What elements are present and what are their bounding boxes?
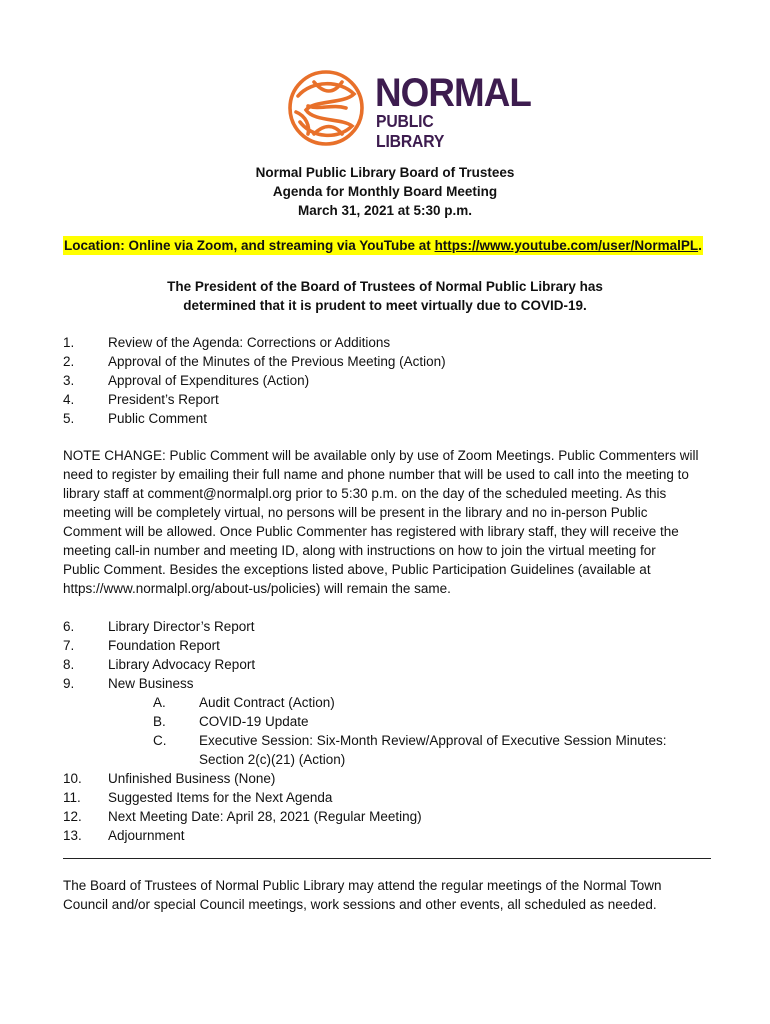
list-item xyxy=(63,409,723,428)
note-line: need to register by emailing their full name and phone number that will be used to call into the meeting to xyxy=(63,467,689,482)
item-number: 5. xyxy=(63,411,75,426)
sub-item-text: COVID-19 Update xyxy=(199,714,309,729)
youtube-link[interactable]: https://www.youtube.com/user/NormalPL xyxy=(434,238,699,253)
item-number: 1. xyxy=(63,335,75,350)
footer-line-2: Council and/or special Council meetings, work sessions and other events, all scheduled as needed. xyxy=(63,897,657,912)
sub-item-letter: B. xyxy=(153,714,166,729)
item-number: 6. xyxy=(63,619,75,634)
note-line: library staff at comment@normalpl.org prior to 5:30 p.m. on the day of the scheduled meeting. As this xyxy=(63,486,667,501)
knot-icon xyxy=(284,60,370,156)
list-item xyxy=(63,674,723,693)
item-text: Adjournment xyxy=(108,828,185,843)
list-item xyxy=(63,333,723,352)
divider xyxy=(63,858,711,859)
footer-notice xyxy=(63,876,723,914)
note-line: Comment will be allowed. Once Public Commenter has registered with library staff, they will receive the xyxy=(63,524,679,539)
heading-line-board: Normal Public Library Board of Trustees xyxy=(255,165,515,180)
location-highlight xyxy=(63,236,703,255)
heading-line-agenda: Agenda for Monthly Board Meeting xyxy=(272,184,498,199)
location-suffix: . xyxy=(698,238,702,253)
item-text: Suggested Items for the Next Agenda xyxy=(108,790,333,805)
sub-item-letter: C. xyxy=(153,733,167,748)
list-item xyxy=(63,655,723,674)
item-number: 9. xyxy=(63,676,75,691)
item-number: 2. xyxy=(63,354,75,369)
item-text: New Business xyxy=(108,676,194,691)
item-text: Library Director’s Report xyxy=(108,619,255,634)
list-item xyxy=(63,352,723,371)
item-number: 11. xyxy=(63,790,81,805)
list-item xyxy=(63,788,723,807)
president-line-2: determined that it is prudent to meet virtually due to COVID-19. xyxy=(183,298,587,313)
heading-line-date: March 31, 2021 at 5:30 p.m. xyxy=(297,203,473,218)
president-statement xyxy=(0,277,770,315)
item-text: Unfinished Business (None) xyxy=(108,771,276,786)
list-item xyxy=(63,617,723,636)
list-item xyxy=(63,371,723,390)
note-line: meeting call-in number and meeting ID, along with instructions on how to join the virtual meeting for xyxy=(63,543,656,558)
footer-line-1: The Board of Trustees of Normal Public Library may attend the regular meetings of the Normal Town xyxy=(63,878,662,893)
item-text: Foundation Report xyxy=(108,638,220,653)
list-item xyxy=(63,769,723,788)
public-comment-note xyxy=(63,446,723,598)
item-text: Library Advocacy Report xyxy=(108,657,256,672)
president-line-1: The President of the Board of Trustees of Normal Public Library has xyxy=(167,279,603,294)
agenda-list-part-2 xyxy=(63,617,723,845)
location-prefix: Location: Online via Zoom, and streaming via YouTube at xyxy=(64,238,435,253)
note-line: https://www.normalpl.org/about-us/policies) will remain the same. xyxy=(63,581,451,596)
item-text: President’s Report xyxy=(108,392,219,407)
item-text: Approval of the Minutes of the Previous Meeting (Action) xyxy=(108,354,446,369)
logo-subtitle: PUBLIC LIBRARY xyxy=(376,111,445,151)
sub-list-item xyxy=(63,731,723,750)
item-number: 3. xyxy=(63,373,75,388)
sub-item-text: Executive Session: Six-Month Review/Approval of Executive Session Minutes: xyxy=(199,733,667,748)
sub-item-letter: A. xyxy=(153,695,166,710)
note-line: meeting will be completely virtual, no persons will be present in the library and no in-person Public xyxy=(63,505,648,520)
item-number: 7. xyxy=(63,638,75,653)
item-text: Next Meeting Date: April 28, 2021 (Regular Meeting) xyxy=(108,809,422,824)
item-number: 10. xyxy=(63,771,82,786)
agenda-list-part-1 xyxy=(63,333,723,428)
list-item xyxy=(63,390,723,409)
note-line: Public Comment. Besides the exceptions listed above, Public Participation Guidelines (available at xyxy=(63,562,651,577)
item-number: 4. xyxy=(63,392,75,407)
note-line: NOTE CHANGE: Public Comment will be available only by use of Zoom Meetings. Public Commenters will xyxy=(63,448,699,463)
list-item xyxy=(63,807,723,826)
agenda-heading xyxy=(0,163,770,220)
sub-item-continuation xyxy=(63,750,723,769)
library-logo xyxy=(284,60,531,156)
item-number: 13. xyxy=(63,828,82,843)
sub-list-item xyxy=(63,693,723,712)
item-number: 8. xyxy=(63,657,75,672)
list-item xyxy=(63,826,723,845)
logo-wordmark: NORMAL xyxy=(375,71,531,115)
sub-list-item xyxy=(63,712,723,731)
list-item xyxy=(63,636,723,655)
sub-item-text: Section 2(c)(21) (Action) xyxy=(199,752,346,767)
item-text: Public Comment xyxy=(108,411,208,426)
sub-item-text: Audit Contract (Action) xyxy=(199,695,335,710)
item-text: Approval of Expenditures (Action) xyxy=(108,373,310,388)
item-text: Review of the Agenda: Corrections or Additions xyxy=(108,335,391,350)
item-number: 12. xyxy=(63,809,82,824)
